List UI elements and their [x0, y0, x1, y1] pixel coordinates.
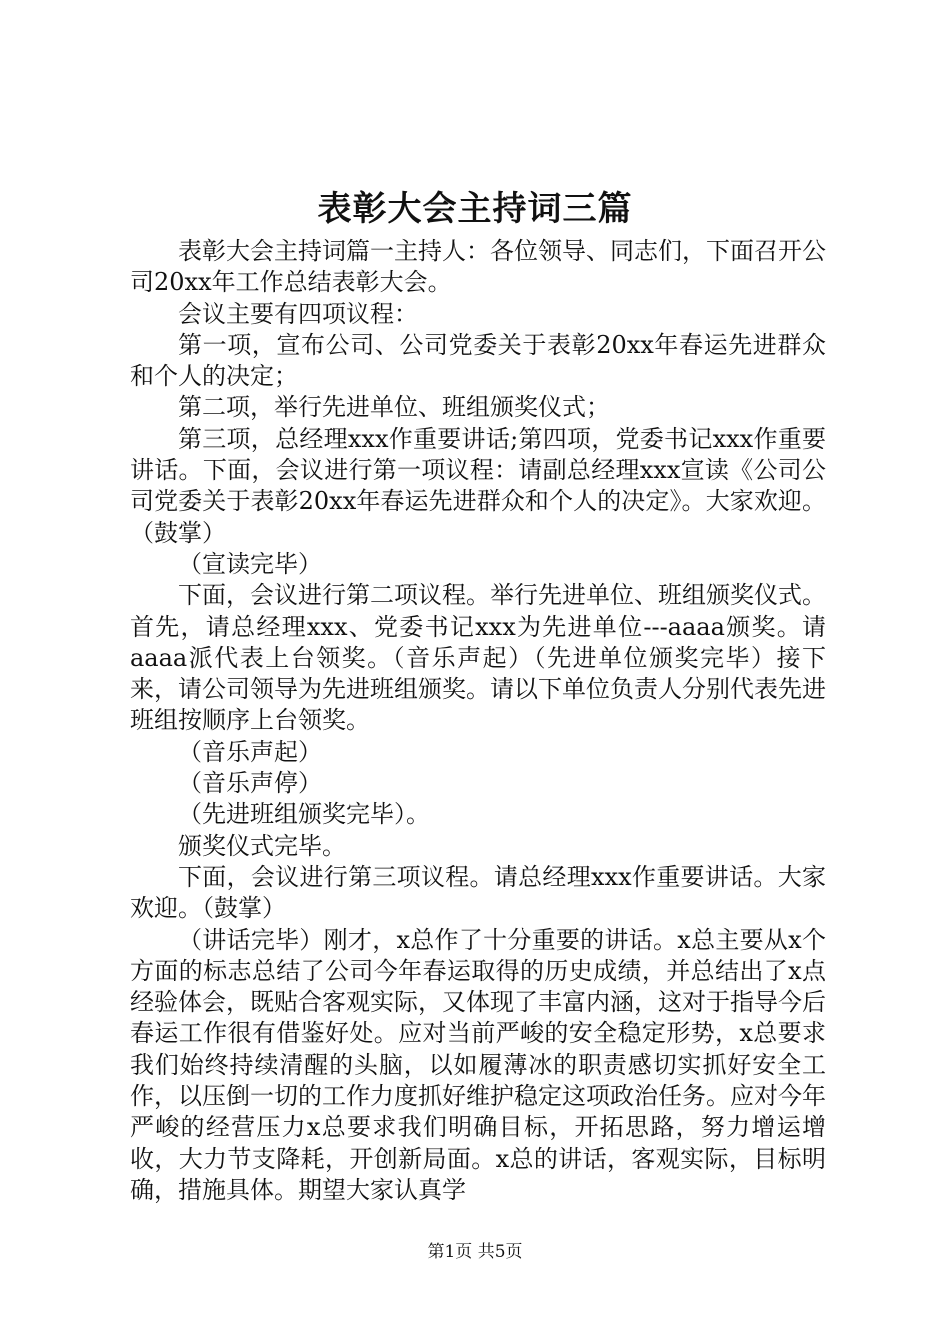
paragraph: 第二项，举行先进单位、班组颁奖仪式；	[178, 393, 610, 422]
paragraph: （音乐声停）	[178, 769, 322, 798]
paragraph: 表彰大会主持词篇一主持人：各位领导、同志们，下面召开公司20xx年工作总结表彰大会。	[130, 237, 826, 297]
paragraph: （讲话完毕）刚才，x总作了十分重要的讲话。x总主要从x个方面的标志总结了公司今年春运取得的历史成绩，并总结出了x点经验体会，既贴合客观实际，又体现了丰富内涵，这对于指导今后春运工作很有借鉴好处。应对当前严峻的安全稳定形势，x总要求我们始终持续清醒的头脑，以如履薄冰的职责感切实抓好安全工作，以压倒一切的工作力度抓好维护稳定这项政治任务。应对今年严峻的经营压力x总要求我们明确目标，开拓思路，努力增运增收，大力节支降耗，开创新局面。x总的讲话，客观实际，目标明确，措施具体。期望大家认真学	[130, 925, 826, 1204]
paragraph: （音乐声起）	[178, 737, 322, 766]
paragraph: 颁奖仪式完毕。	[178, 831, 346, 860]
page-title: 表彰大会主持词三篇	[317, 189, 633, 229]
paragraph: 会议主要有四项议程：	[178, 299, 418, 328]
document-body	[130, 236, 826, 1206]
paragraph: 第三项，总经理xxx作重要讲话;第四项，党委书记xxx作重要讲话。下面，会议进行第一项议程：请副总经理xxx宣读《公司公司党委关于表彰20xx年春运先进群众和个人的决定》。大家欢迎。（鼓掌）	[130, 424, 826, 547]
paragraph: （先进班组颁奖完毕）。	[178, 800, 430, 829]
paragraph: （宣读完毕）	[178, 549, 322, 578]
paragraph: 第一项，宣布公司、公司党委关于表彰20xx年春运先进群众和个人的决定；	[130, 330, 826, 391]
page-footer: 第1页 共5页	[427, 1242, 523, 1262]
paragraph: 下面，会议进行第二项议程。举行先进单位、班组颁奖仪式。首先，请总经理xxx、党委书记xxx为先进单位---aaaa颁奖。请aaaa派代表上台领奖。（音乐声起）（先进单位颁奖完毕）接下来，请公司领导为先进班组颁奖。请以下单位负责人分别代表先进班组按顺序上台领奖。	[130, 581, 826, 735]
paragraph: 下面，会议进行第三项议程。请总经理xxx作重要讲话。大家欢迎。（鼓掌）	[130, 862, 826, 923]
